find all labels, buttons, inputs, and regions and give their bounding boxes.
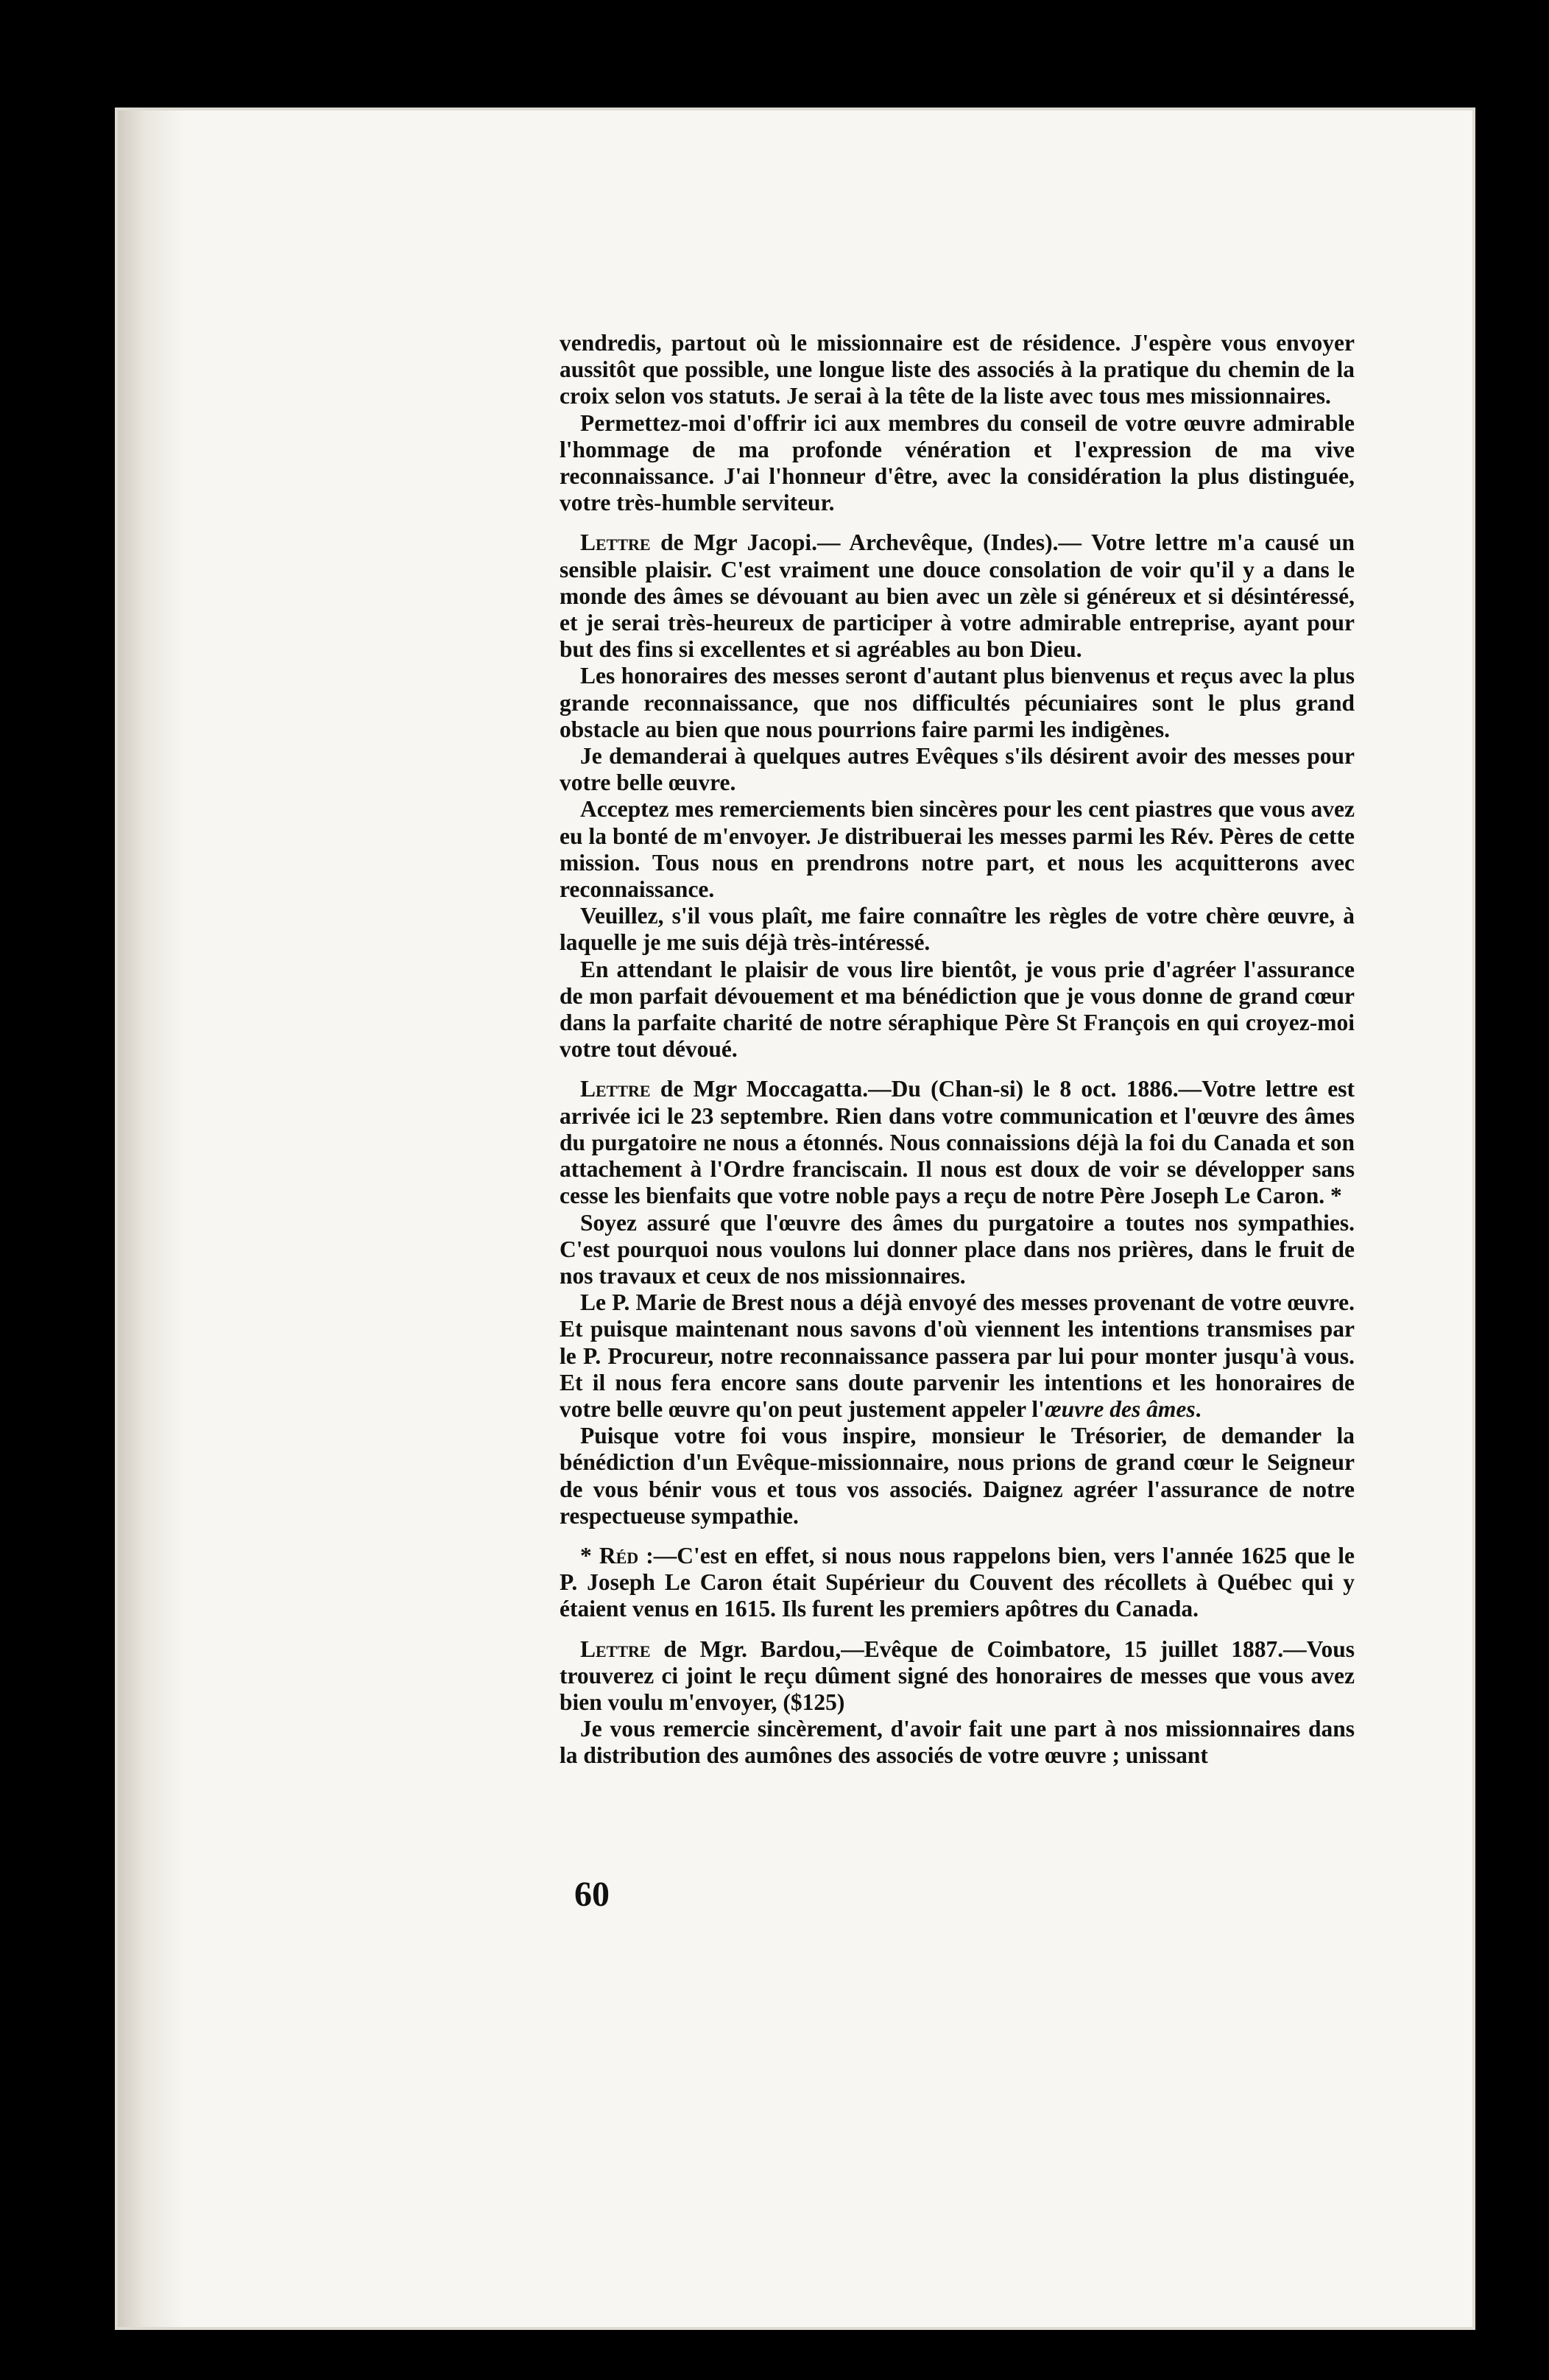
- footnote-label: * Réd: [580, 1542, 639, 1569]
- letter-label: Lettre: [580, 529, 651, 556]
- letter-label: Lettre: [580, 1076, 651, 1102]
- page-number: 60: [574, 1875, 610, 1914]
- paragraph: Acceptez mes remerciements bien sincères pour les cent piastres que vous avez eu la bonté de m'envoyer. Je distribuerai les messes parmi les Rév. Pères de cette mission. Tous nous en prendrons notre part, et nous les acquitterons avec reconnaissance.: [560, 796, 1355, 903]
- paragraph: Les honoraires des messes seront d'autant plus bienvenus et reçus avec la plus grande reconnaissance, que nos difficultés pécuniaires sont le plus grand obstacle au bien que nous pourrions faire parmi les indigènes.: [560, 663, 1355, 742]
- paragraph: Permettez-moi d'offrir ici aux membres du conseil de votre œuvre admirable l'hommage de ma profonde vénération et l'expression de ma vive reconnaissance. J'ai l'honneur d'être, avec la considération la plus distinguée, votre très-humble serviteur.: [560, 409, 1355, 516]
- letter-heading-paragraph: Lettre de Mgr Jacopi.— Archevêque, (Indes).— Votre lettre m'a causé un sensible plaisir. C'est vraiment une douce consolation de voir qu'il y a dans le monde des âmes se dévouant au bien avec un zèle si généreux et si désintéressé, et je serai très-heureux de participer à votre admirable entreprise, ayant pour but des fins si excellentes et si agréables au bon Dieu.: [560, 529, 1355, 663]
- paragraph: En attendant le plaisir de vous lire bientôt, je vous prie d'agréer l'assurance de mon parfait dévouement et ma bénédiction que je vous donne de grand cœur dans la parfaite charité de notre séraphique Père St François en qui croyez-moi votre tout dévoué.: [560, 956, 1355, 1063]
- paragraph: Puisque votre foi vous inspire, monsieur le Trésorier, de demander la bénédiction d'un Evêque-missionnaire, nous prions de grand cœur le Seigneur de vous bénir vous et tous vos associés. Daignez agréer l'assurance de notre respectueuse sympathie.: [560, 1423, 1355, 1529]
- paragraph: Veuillez, s'il vous plaît, me faire connaître les règles de votre chère œuvre, à laquelle je me suis déjà très-intéressé.: [560, 903, 1355, 956]
- letter-label: Lettre: [580, 1636, 651, 1662]
- page-body: [560, 330, 1355, 1770]
- footnote: * Réd :—C'est en effet, si nous nous rappelons bien, vers l'année 1625 que le P. Joseph Le Caron était Supérieur du Couvent des récollets à Québec qui y étaient venus en 1615. Ils furent les premiers apôtres du Canada.: [560, 1542, 1355, 1622]
- letter-heading-paragraph: Lettre de Mgr. Bardou,—Evêque de Coimbatore, 15 juillet 1887.—Vous trouverez ci joint le reçu dûment signé des honoraires de messes que vous avez bien voulu m'envoyer, ($125): [560, 1636, 1355, 1715]
- page-left-edge: [118, 110, 184, 2327]
- paragraph: vendredis, partout où le missionnaire est de résidence. J'espère vous envoyer aussitôt que possible, une longue liste des associés à la pratique du chemin de la croix selon vos statuts. Je serai à la tête de la liste avec tous mes missionnaires.: [560, 330, 1355, 409]
- paragraph: Je vous remercie sincèrement, d'avoir fait une part à nos missionnaires dans la distribution des aumônes des associés de votre œuvre ; unissant: [560, 1716, 1355, 1769]
- paragraph: Je demanderai à quelques autres Evêques s'ils désirent avoir des messes pour votre belle œuvre.: [560, 743, 1355, 796]
- paragraph: Soyez assuré que l'œuvre des âmes du purgatoire a toutes nos sympathies. C'est pourquoi nous voulons lui donner place dans nos prières, dans le fruit de nos travaux et ceux de nos missionnaires.: [560, 1209, 1355, 1289]
- letter-heading-paragraph: Lettre de Mgr Moccagatta.—Du (Chan-si) le 8 oct. 1886.—Votre lettre est arrivée ici le 23 septembre. Rien dans votre communication et l'œuvre des âmes du purgatoire ne nous a étonnés. Nous connaissions déjà la foi du Canada et son attachement à l'Ordre franciscain. Il nous est doux de voir se développer sans cesse les bienfaits que votre noble pays a reçu de notre Père Joseph Le Caron. *: [560, 1076, 1355, 1209]
- paragraph: Le P. Marie de Brest nous a déjà envoyé des messes provenant de votre œuvre. Et puisque maintenant nous savons d'où viennent les intentions transmises par le P. Procureur, notre reconnaissance passera par lui pour monter jusqu'à vous. Et il nous fera encore sans doute parvenir les intentions et les honoraires de votre belle œuvre qu'on peut justement appeler l'œuvre des âmes.: [560, 1289, 1355, 1422]
